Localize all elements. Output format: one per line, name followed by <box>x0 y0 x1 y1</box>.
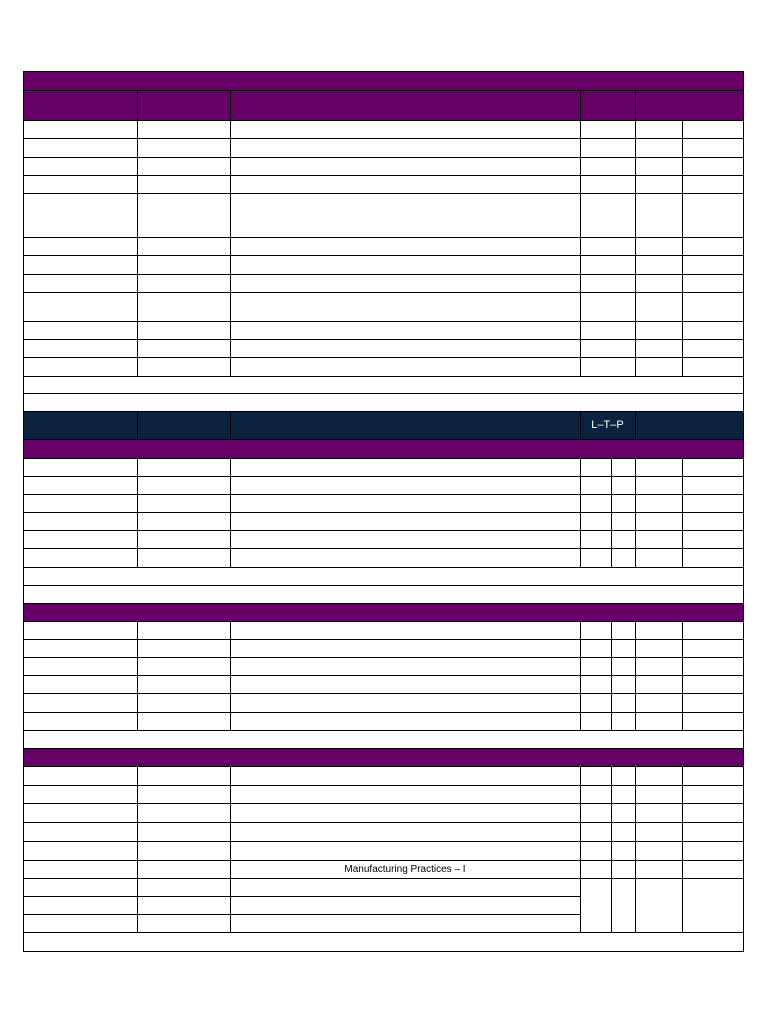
table-row-cell <box>137 548 231 568</box>
spacer-row <box>23 376 744 394</box>
table-row-cell <box>230 657 581 676</box>
table-row-cell <box>635 548 683 568</box>
table-row-cell <box>137 712 231 731</box>
table-row-cell <box>230 357 581 377</box>
table-row-cell <box>23 675 138 694</box>
table-row-cell <box>23 822 138 842</box>
table-row-cell <box>137 675 231 694</box>
table-row-cell <box>23 766 138 786</box>
table-row-cell <box>137 157 231 176</box>
table-row-cell <box>635 339 683 358</box>
table-row-cell <box>230 530 581 549</box>
table-row-cell <box>580 639 612 658</box>
table-row-cell <box>580 512 612 531</box>
column-header-row-cell <box>635 90 744 121</box>
table-row-cell <box>137 339 231 358</box>
table-row-cell <box>137 841 231 861</box>
table-row-cell <box>580 822 612 842</box>
table-row-cell <box>580 237 636 256</box>
table-row-cell <box>230 237 581 256</box>
table-row-cell <box>580 803 612 823</box>
table-row-cell <box>580 621 612 640</box>
table-row-cell <box>611 712 636 731</box>
table-row-cell <box>635 138 683 158</box>
table-row-cell <box>23 138 138 158</box>
table-row-cell <box>230 639 581 658</box>
table-row-cell <box>635 803 683 823</box>
table-row-cell <box>137 860 231 879</box>
table-row-cell <box>23 157 138 176</box>
table-row-cell <box>23 712 138 731</box>
table-row-cell <box>137 621 231 640</box>
table-row-cell <box>611 766 636 786</box>
table-row-cell <box>23 494 138 513</box>
table-row-cell <box>682 841 744 861</box>
table-row-cell <box>580 274 636 293</box>
table-row-cell <box>611 785 636 804</box>
table-row-cell <box>137 803 231 823</box>
table-row-cell <box>611 860 636 879</box>
table-row-cell <box>682 138 744 158</box>
spacer-row <box>23 393 744 412</box>
table-row-cell <box>682 274 744 293</box>
table-row-cell <box>23 530 138 549</box>
table-row-cell <box>635 712 683 731</box>
table-row-cell <box>230 494 581 513</box>
table-row-cell <box>635 693 683 713</box>
table-row-cell <box>230 822 581 842</box>
table-row-cell <box>137 120 231 139</box>
table-row-cell <box>682 120 744 139</box>
table-row-cell <box>23 914 138 933</box>
table-row-cell <box>611 548 636 568</box>
table-row-cell <box>230 675 581 694</box>
table-row-cell <box>580 321 636 340</box>
table-row-cell <box>23 193 138 238</box>
table-row-cell <box>611 657 636 676</box>
table-row-cell <box>580 255 636 275</box>
table-row-cell <box>137 766 231 786</box>
table-row-cell <box>230 321 581 340</box>
table-row-cell <box>137 914 231 933</box>
section-title-bar <box>23 603 744 622</box>
table-row-cell <box>611 822 636 842</box>
table-row-cell <box>580 712 612 731</box>
table-row-cell <box>682 458 744 477</box>
semester-title-bar <box>23 71 744 91</box>
table-row-cell <box>137 175 231 194</box>
spacer-row <box>23 585 744 604</box>
merged-cell <box>682 878 744 933</box>
merged-cell <box>635 878 683 933</box>
table-row-cell <box>580 339 636 358</box>
table-row-cell <box>23 860 138 879</box>
table-row-cell <box>611 476 636 495</box>
table-row-cell <box>23 639 138 658</box>
table-row-cell <box>580 675 612 694</box>
table-row-cell <box>23 476 138 495</box>
table-row-cell <box>230 157 581 176</box>
table-row-cell <box>230 785 581 804</box>
table-row-cell <box>682 512 744 531</box>
column-header-row-2-cell <box>137 411 231 440</box>
table-row-cell <box>682 639 744 658</box>
column-header-row-cell <box>230 90 581 121</box>
table-row-cell <box>230 878 581 897</box>
table-row-cell <box>23 841 138 861</box>
table-row-cell <box>635 785 683 804</box>
table-row-cell <box>682 785 744 804</box>
table-row-cell <box>23 175 138 194</box>
table-row-cell <box>611 621 636 640</box>
table-row-cell <box>23 237 138 256</box>
table-row-cell <box>635 766 683 786</box>
table-row-cell <box>635 357 683 377</box>
table-row-cell <box>580 357 636 377</box>
column-header-row-cell <box>137 90 231 121</box>
table-row-cell <box>230 803 581 823</box>
table-row-cell <box>580 860 612 879</box>
table-row-cell <box>682 476 744 495</box>
table-row-cell <box>580 292 636 322</box>
table-row-cell <box>580 175 636 194</box>
table-row-cell <box>682 292 744 322</box>
table-row-cell <box>580 530 612 549</box>
table-row-cell <box>635 822 683 842</box>
column-header-row-cell <box>580 90 636 121</box>
table-row-cell <box>635 530 683 549</box>
table-row-cell <box>635 657 683 676</box>
table-row-cell <box>580 841 612 861</box>
table-row-cell <box>682 693 744 713</box>
table-row-cell <box>23 292 138 322</box>
table-row-cell <box>137 896 231 915</box>
table-row-cell <box>682 237 744 256</box>
table-row-cell <box>682 548 744 568</box>
table-row-cell <box>23 803 138 823</box>
table-row-cell <box>682 621 744 640</box>
table-row-cell <box>611 803 636 823</box>
table-row-cell <box>137 138 231 158</box>
table-row-cell <box>635 476 683 495</box>
table-row-cell <box>682 175 744 194</box>
table-row-cell <box>23 657 138 676</box>
table-row-cell <box>611 841 636 861</box>
table-row-cell <box>23 512 138 531</box>
merged-cell <box>580 878 612 933</box>
table-row-cell <box>635 512 683 531</box>
table-row-cell <box>230 120 581 139</box>
table-row-cell <box>230 841 581 861</box>
table-row-cell <box>635 237 683 256</box>
table-row-cell <box>137 458 231 477</box>
table-row-cell <box>230 274 581 293</box>
table-row-cell <box>137 657 231 676</box>
table-row-cell <box>230 512 581 531</box>
table-row-cell <box>682 860 744 879</box>
table-row-cell <box>682 494 744 513</box>
section-title-bar <box>23 439 744 459</box>
table-row-cell <box>23 896 138 915</box>
table-row-cell <box>580 476 612 495</box>
merged-cell <box>611 878 636 933</box>
table-row-cell <box>682 193 744 238</box>
table-row-cell <box>23 321 138 340</box>
section-title-bar <box>23 748 744 767</box>
table-row-cell <box>230 138 581 158</box>
table-row-cell <box>611 494 636 513</box>
table-row-cell <box>230 693 581 713</box>
table-row-cell <box>611 458 636 477</box>
table-row-cell <box>635 157 683 176</box>
table-row-cell <box>580 157 636 176</box>
table-row-cell <box>137 639 231 658</box>
course-name-manufacturing-practices: Manufacturing Practices – I <box>344 863 466 875</box>
table-row-cell <box>137 321 231 340</box>
table-row-cell <box>611 639 636 658</box>
table-row-cell <box>230 548 581 568</box>
table-row-cell <box>230 712 581 731</box>
table-row-cell <box>580 458 612 477</box>
table-row-cell <box>23 339 138 358</box>
table-row-cell <box>635 494 683 513</box>
table-row-cell <box>682 339 744 358</box>
table-row-cell <box>23 120 138 139</box>
spacer-row <box>23 730 744 749</box>
table-row-cell <box>230 292 581 322</box>
table-row-cell <box>635 621 683 640</box>
table-row-cell <box>23 255 138 275</box>
table-row-cell <box>635 255 683 275</box>
table-row-cell <box>580 193 636 238</box>
table-row-cell <box>230 896 581 915</box>
column-header-row-cell <box>23 90 138 121</box>
column-header-row-2-cell <box>230 411 581 440</box>
table-row-cell <box>635 193 683 238</box>
table-row-cell <box>230 621 581 640</box>
table-row-cell <box>682 803 744 823</box>
table-row-cell <box>23 274 138 293</box>
table-row-cell <box>682 766 744 786</box>
table-row-cell <box>635 274 683 293</box>
table-row-cell <box>635 120 683 139</box>
table-row-cell <box>682 530 744 549</box>
table-row-cell <box>137 237 231 256</box>
table-row-cell <box>137 255 231 275</box>
table-row-cell <box>230 339 581 358</box>
table-row-cell <box>23 878 138 897</box>
table-row-cell <box>137 878 231 897</box>
table-row-cell <box>580 657 612 676</box>
table-row-cell <box>635 175 683 194</box>
table-row-cell <box>580 138 636 158</box>
table-row-cell <box>23 785 138 804</box>
table-row-cell <box>580 120 636 139</box>
table-row-cell <box>137 693 231 713</box>
table-row-cell <box>682 321 744 340</box>
table-row-cell <box>611 530 636 549</box>
table-row-cell <box>580 494 612 513</box>
table-row-cell <box>137 822 231 842</box>
table-row-cell <box>137 494 231 513</box>
table-row-cell <box>611 675 636 694</box>
column-header-row-2-cell <box>23 411 138 440</box>
table-row-cell <box>682 657 744 676</box>
column-header-row-2-cell <box>635 411 744 440</box>
table-row-cell <box>230 175 581 194</box>
table-row-cell <box>23 458 138 477</box>
table-row-cell <box>635 321 683 340</box>
table-row-cell <box>137 292 231 322</box>
table-row-cell <box>23 693 138 713</box>
table-row-cell <box>137 512 231 531</box>
table-row-cell <box>682 712 744 731</box>
table-row-cell <box>580 766 612 786</box>
table-row-cell <box>23 548 138 568</box>
table-row-cell <box>682 357 744 377</box>
table-row-cell <box>635 841 683 861</box>
table-row-cell <box>137 530 231 549</box>
table-row-cell <box>230 193 581 238</box>
table-row-cell <box>682 822 744 842</box>
table-row-cell <box>230 914 581 933</box>
table-row-cell <box>230 766 581 786</box>
table-row-cell <box>23 621 138 640</box>
table-row-cell <box>635 292 683 322</box>
table-row-cell <box>230 476 581 495</box>
table-row-cell <box>611 512 636 531</box>
spacer-row <box>23 932 744 952</box>
table-row-cell <box>611 693 636 713</box>
table-row-cell <box>137 785 231 804</box>
table-row-cell <box>137 357 231 377</box>
ltp-header-label: L–T–P <box>591 419 624 431</box>
table-row-cell <box>23 357 138 377</box>
table-row-cell <box>635 639 683 658</box>
table-row-cell <box>580 548 612 568</box>
table-row-cell <box>137 476 231 495</box>
table-row-cell <box>230 255 581 275</box>
table-row-cell <box>635 675 683 694</box>
spacer-row <box>23 567 744 586</box>
table-row-cell <box>230 458 581 477</box>
table-row-cell <box>635 458 683 477</box>
table-row-cell <box>682 675 744 694</box>
table-row-cell <box>635 860 683 879</box>
table-row-cell <box>137 274 231 293</box>
table-row-cell <box>580 693 612 713</box>
table-row-cell <box>137 193 231 238</box>
table-row-cell <box>682 157 744 176</box>
table-row-cell <box>580 785 612 804</box>
table-row-cell <box>682 255 744 275</box>
